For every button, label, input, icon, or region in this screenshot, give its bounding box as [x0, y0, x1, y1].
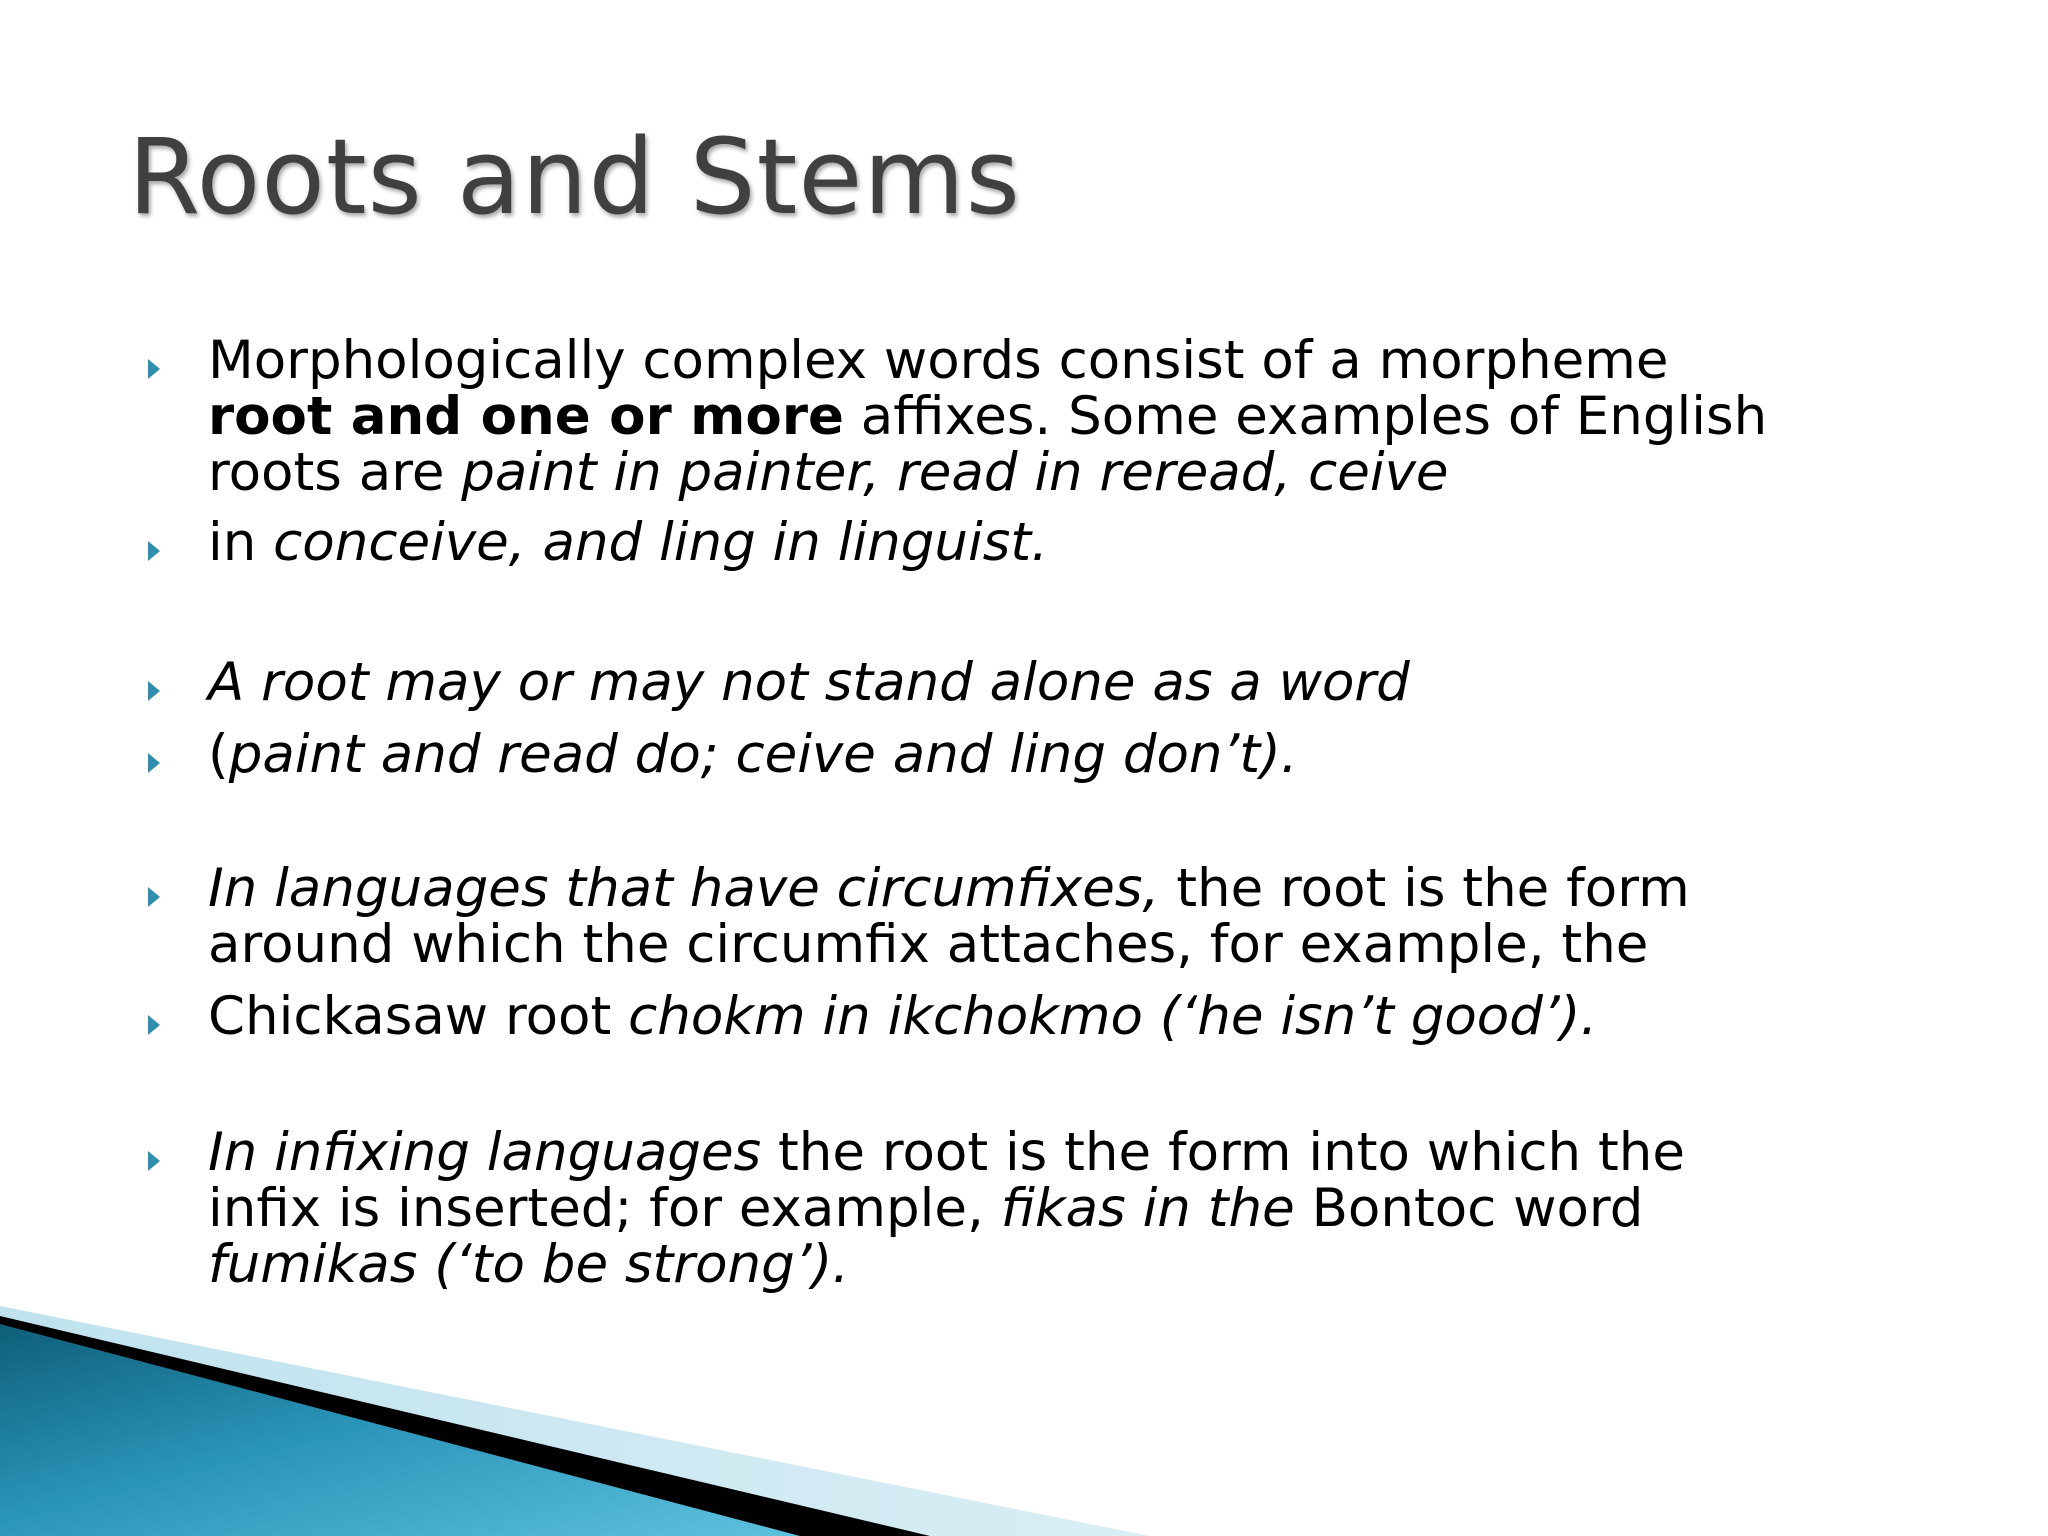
bullet-line: [208, 858, 1948, 919]
text-segment: around which the circumfix attaches, for example, the: [208, 914, 1649, 975]
bullet-line: [208, 330, 1948, 391]
triangle-right-icon: [148, 1015, 160, 1035]
text-segment: infix is inserted; for example,: [208, 1178, 1001, 1239]
text-segment: the root is the form: [1159, 858, 1690, 919]
triangle-right-icon: [148, 1151, 160, 1171]
text-segment: root and one or more: [208, 386, 844, 447]
bullet-line: [208, 1178, 1948, 1239]
text-segment: conceive, and ling in linguist.: [273, 512, 1048, 573]
bullet-line: [208, 914, 1948, 975]
text-segment: In languages that have circumfixes,: [208, 858, 1160, 919]
triangle-right-icon: [148, 753, 160, 773]
text-segment: affixes. Some examples of English: [843, 386, 1768, 447]
bullet-text: [208, 330, 1948, 503]
text-segment: in: [208, 512, 274, 573]
bullet-text: [208, 1122, 1948, 1295]
text-segment: fikas in the: [1000, 1178, 1295, 1239]
text-segment: paint in painter, read in reread, ceive: [461, 442, 1449, 503]
bullet-text: [208, 652, 1948, 713]
bullet-line: [208, 512, 1948, 573]
text-segment: A root may or may not stand alone as a word: [208, 652, 1410, 713]
bullet-text: [208, 512, 1948, 573]
bullet-line: [208, 1122, 1948, 1183]
text-segment: paint and read do; ceive and ling don’t).: [228, 724, 1298, 785]
bullet-line: [208, 442, 1948, 503]
bullet-line: [208, 386, 1948, 447]
text-segment: (: [208, 724, 229, 785]
bullet-line: [208, 652, 1948, 713]
triangle-right-icon: [148, 887, 160, 907]
text-segment: Morphologically complex words consist of a morpheme: [208, 330, 1669, 391]
text-segment: the root is the form into which the: [761, 1122, 1685, 1183]
corner-swoosh-decoration: [0, 1276, 1150, 1536]
bullet-text: [208, 986, 1948, 1047]
bullet-text: [208, 858, 1948, 975]
triangle-right-icon: [148, 359, 160, 379]
triangle-right-icon: [148, 541, 160, 561]
text-segment: fumikas (‘to be strong’).: [208, 1234, 850, 1295]
bullet-line: [208, 986, 1948, 1047]
bullet-line: [208, 724, 1948, 785]
triangle-right-icon: [148, 681, 160, 701]
slide-title: Roots and Stems: [128, 116, 1021, 238]
text-segment: In infixing languages: [208, 1122, 762, 1183]
text-segment: Bontoc word: [1294, 1178, 1644, 1239]
bullet-text: [208, 724, 1948, 785]
text-segment: roots are: [208, 442, 462, 503]
text-segment: Chickasaw root: [208, 986, 629, 1047]
text-segment: chokm in ikchokmo (‘he isn’t good’).: [628, 986, 1598, 1047]
